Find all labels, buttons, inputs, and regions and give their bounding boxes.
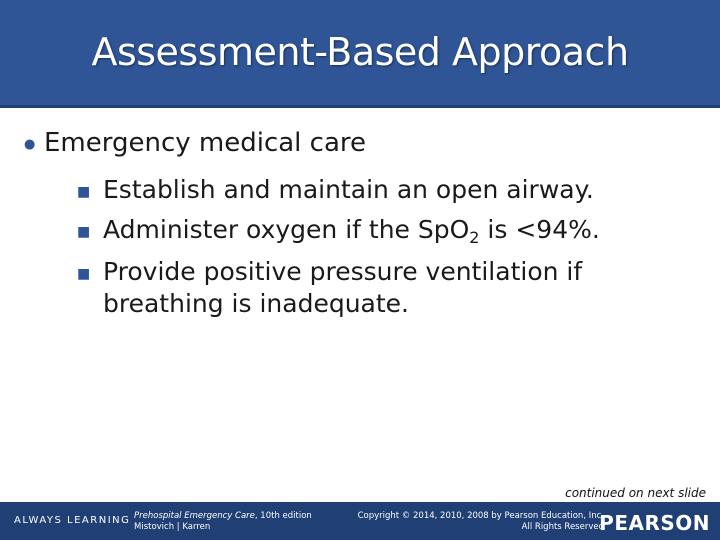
copyright-line1: Copyright © 2014, 2010, 2008 by Pearson Education, Inc. (357, 511, 604, 521)
title-bar (0, 0, 720, 108)
bullet-level1 (24, 128, 367, 158)
square-bullet-icon: ■ (77, 266, 91, 282)
bullet-item-3 (77, 256, 583, 320)
bullet-level1-text: Emergency medical care (44, 128, 367, 158)
book-authors: Mistovich | Karren (134, 522, 211, 532)
bullet-item-1 (77, 174, 594, 206)
book-citation (134, 511, 312, 533)
pearson-logo: PEARSON (599, 511, 710, 535)
subscript: 2 (469, 228, 480, 247)
round-bullet-icon: ● (24, 137, 36, 152)
copyright (358, 511, 604, 533)
bullet-item-1-text: Establish and maintain an open airway. (103, 175, 594, 204)
bullet-item-3-line1: Provide positive pressure ventilation if (103, 257, 583, 286)
square-bullet-icon: ■ (77, 224, 91, 240)
slide-title: Assessment-Based Approach (91, 30, 629, 74)
book-title: Prehospital Emergency Care (134, 511, 255, 521)
bullet-item-2-text-before: Administer oxygen if the SpO (103, 215, 470, 244)
footer-tagline: ALWAYS LEARNING (14, 515, 131, 526)
square-bullet-icon: ■ (77, 184, 91, 200)
bullet-item-3-line2: breathing is inadequate. (103, 289, 409, 318)
continued-note: continued on next slide (565, 486, 706, 500)
footer-bar (0, 502, 720, 540)
bullet-item-2 (77, 214, 600, 254)
bullet-item-2-text-after: is <94%. (479, 215, 600, 244)
book-edition: , 10th edition (254, 511, 312, 521)
copyright-line2: All Rights Reserved (521, 522, 604, 532)
